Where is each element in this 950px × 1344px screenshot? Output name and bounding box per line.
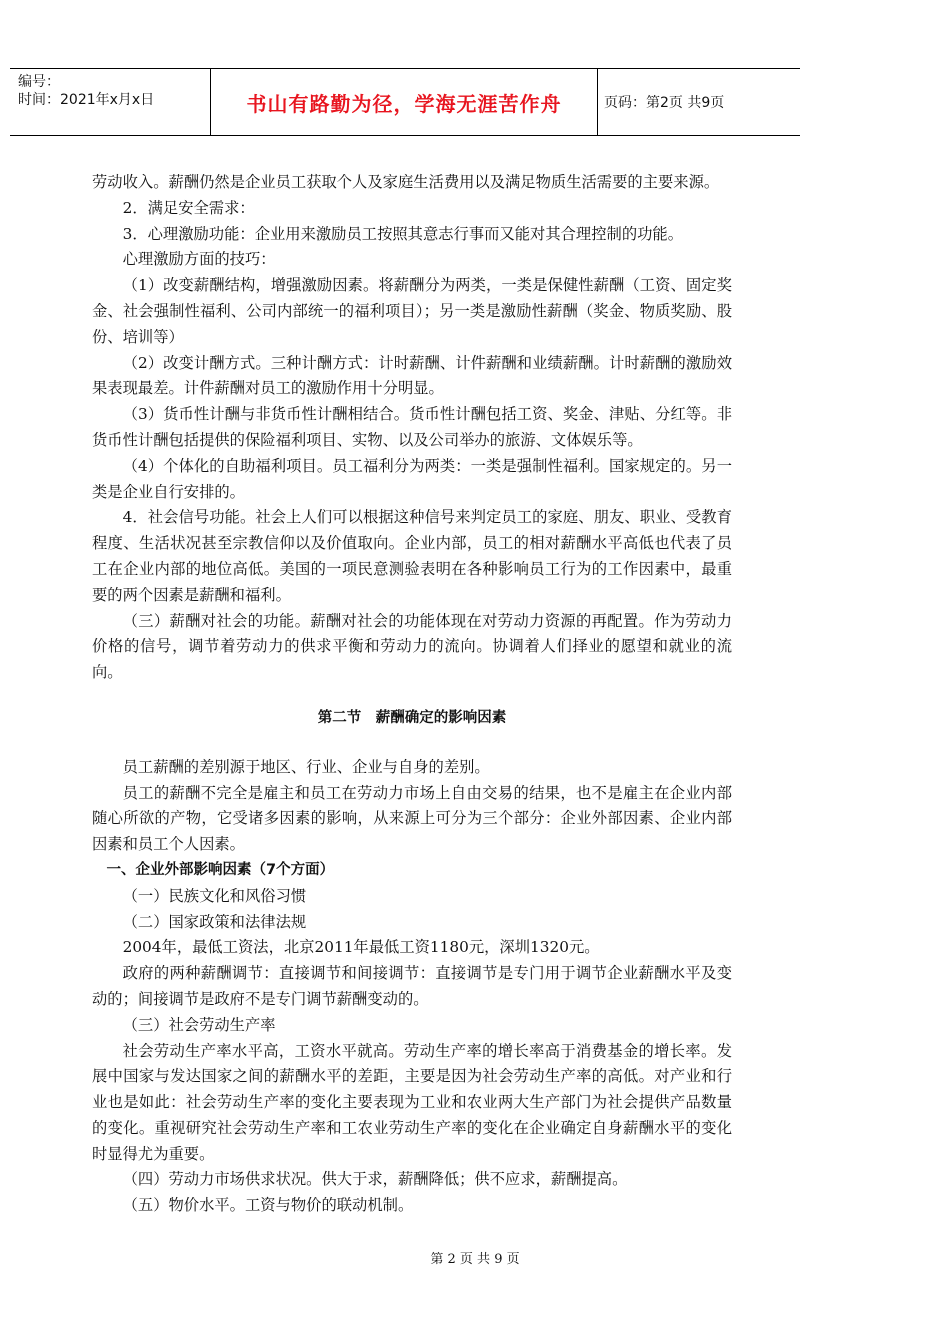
paragraph: （五）物价水平。工资与物价的联动机制。 [122, 1196, 414, 1215]
paragraph: （三）薪酬对社会的功能。薪酬对社会的功能体现在对劳动力资源的再配置。作为劳动力价格的信号，调节着劳动力的供求平衡和劳动力的流向。协调着人们择业的愿望和就业的流向。 [92, 611, 732, 682]
paragraph: （2）改变计酬方式。三种计酬方式：计时薪酬、计件薪酬和业绩薪酬。计时薪酬的激励效果表现最差。计件薪酬对员工的激励作用十分明显。 [92, 353, 732, 398]
page-info: 页码：第2页 共9页 [604, 95, 725, 111]
paragraph: 社会劳动生产率水平高，工资水平就高。劳动生产率的增长率高于消费基金的增长率。发展中国家与发达国家之间的薪酬水平的差距，主要是因为社会劳动生产率的高低。对产业和行业也是如此：社会劳动生产率的变化主要表现为工业和农业两大生产部门为社会提供产品数量的变化。重视研究社会劳动生产率和工农业劳动生产率的变化在企业确定自身薪酬水平的变化时显得尤为重要。 [92, 1041, 732, 1163]
paragraph: 2004年，最低工资法，北京2011年最低工资1180元，深圳1320元。 [122, 938, 600, 957]
paragraph: （四）劳动力市场供求状况。供大于求，薪酬降低；供不应求，薪酬提高。 [122, 1170, 628, 1189]
paragraph: 政府的两种薪酬调节：直接调节和间接调节：直接调节是专门用于调节企业薪酬水平及变动的；间接调节是政府不是专门调节薪酬变动的。 [92, 964, 732, 1008]
paragraph: 4．社会信号功能。社会上人们可以根据这种信号来判定员工的家庭、朋友、职业、受教育程度、生活状况甚至宗教信仰以及价值取向。企业内部，员工的相对薪酬水平高低也代表了员工在企业内部的地位高低。美国的一项民意测验表明在各种影响员工行为的工作因素中，最重要的两个因素是薪酬和福利。 [92, 508, 732, 604]
header-page-cell [596, 69, 800, 135]
paragraph: 3．心理激励功能：企业用来激励员工按照其意志行事而又能对其合理控制的功能。 [122, 224, 684, 243]
section-title: 第二节 薪酬确定的影响因素 [317, 709, 507, 726]
paragraph: 心理激励方面的技巧： [122, 250, 276, 269]
paragraph: 员工薪酬的差别源于地区、行业、企业与自身的差别。 [122, 757, 490, 776]
paragraph: 员工的薪酬不完全是雇主和员工在劳动力市场上自由交易的结果，也不是雇主在企业内部随心所欲的产物，它受诸多因素的影响，从来源上可分为三个部分：企业外部因素、企业内部因素和员工个人因素。 [92, 783, 732, 854]
paragraph: 2．满足安全需求： [122, 198, 255, 217]
number-label: 编号： [18, 74, 60, 90]
document-header [10, 68, 800, 136]
header-motto-cell [210, 69, 598, 135]
paragraph: （三）社会劳动生产率 [122, 1015, 276, 1034]
paragraph: （1）改变薪酬结构，增强激励因素。将薪酬分为两类，一类是保健性薪酬（工资、固定奖金、社会强制性福利、公司内部统一的福利项目）；另一类是激励性薪酬（奖金、物质奖励、股份、培训等） [92, 276, 732, 346]
page-footer: 第 2 页 共 9 页 [430, 1252, 520, 1267]
paragraph: 劳动收入。薪酬仍然是企业员工获取个人及家庭生活费用以及满足物质生活需要的主要来源。 [92, 173, 720, 191]
paragraph: （一）民族文化和风俗习惯 [122, 886, 307, 905]
motto-text: 书山有路勤为径，学海无涯苦作舟 [246, 91, 562, 116]
header-left-cell [10, 69, 210, 135]
paragraph: （4）个体化的自助福利项目。员工福利分为两类：一类是强制性福利。国家规定的。另一类是企业自行安排的。 [92, 456, 732, 501]
time-label: 时间：2021年x月x日 [18, 92, 155, 108]
document-body [92, 170, 732, 1219]
paragraph: （3）货币性计酬与非货币性计酬相结合。货币性计酬包括工资、奖金、津贴、分红等。非货币性计酬包括提供的保险福利项目、实物、以及公司举办的旅游、文体娱乐等。 [92, 405, 732, 449]
subsection-title: 一、企业外部影响因素（7个方面） [106, 861, 335, 878]
paragraph: （二）国家政策和法律法规 [122, 912, 307, 931]
